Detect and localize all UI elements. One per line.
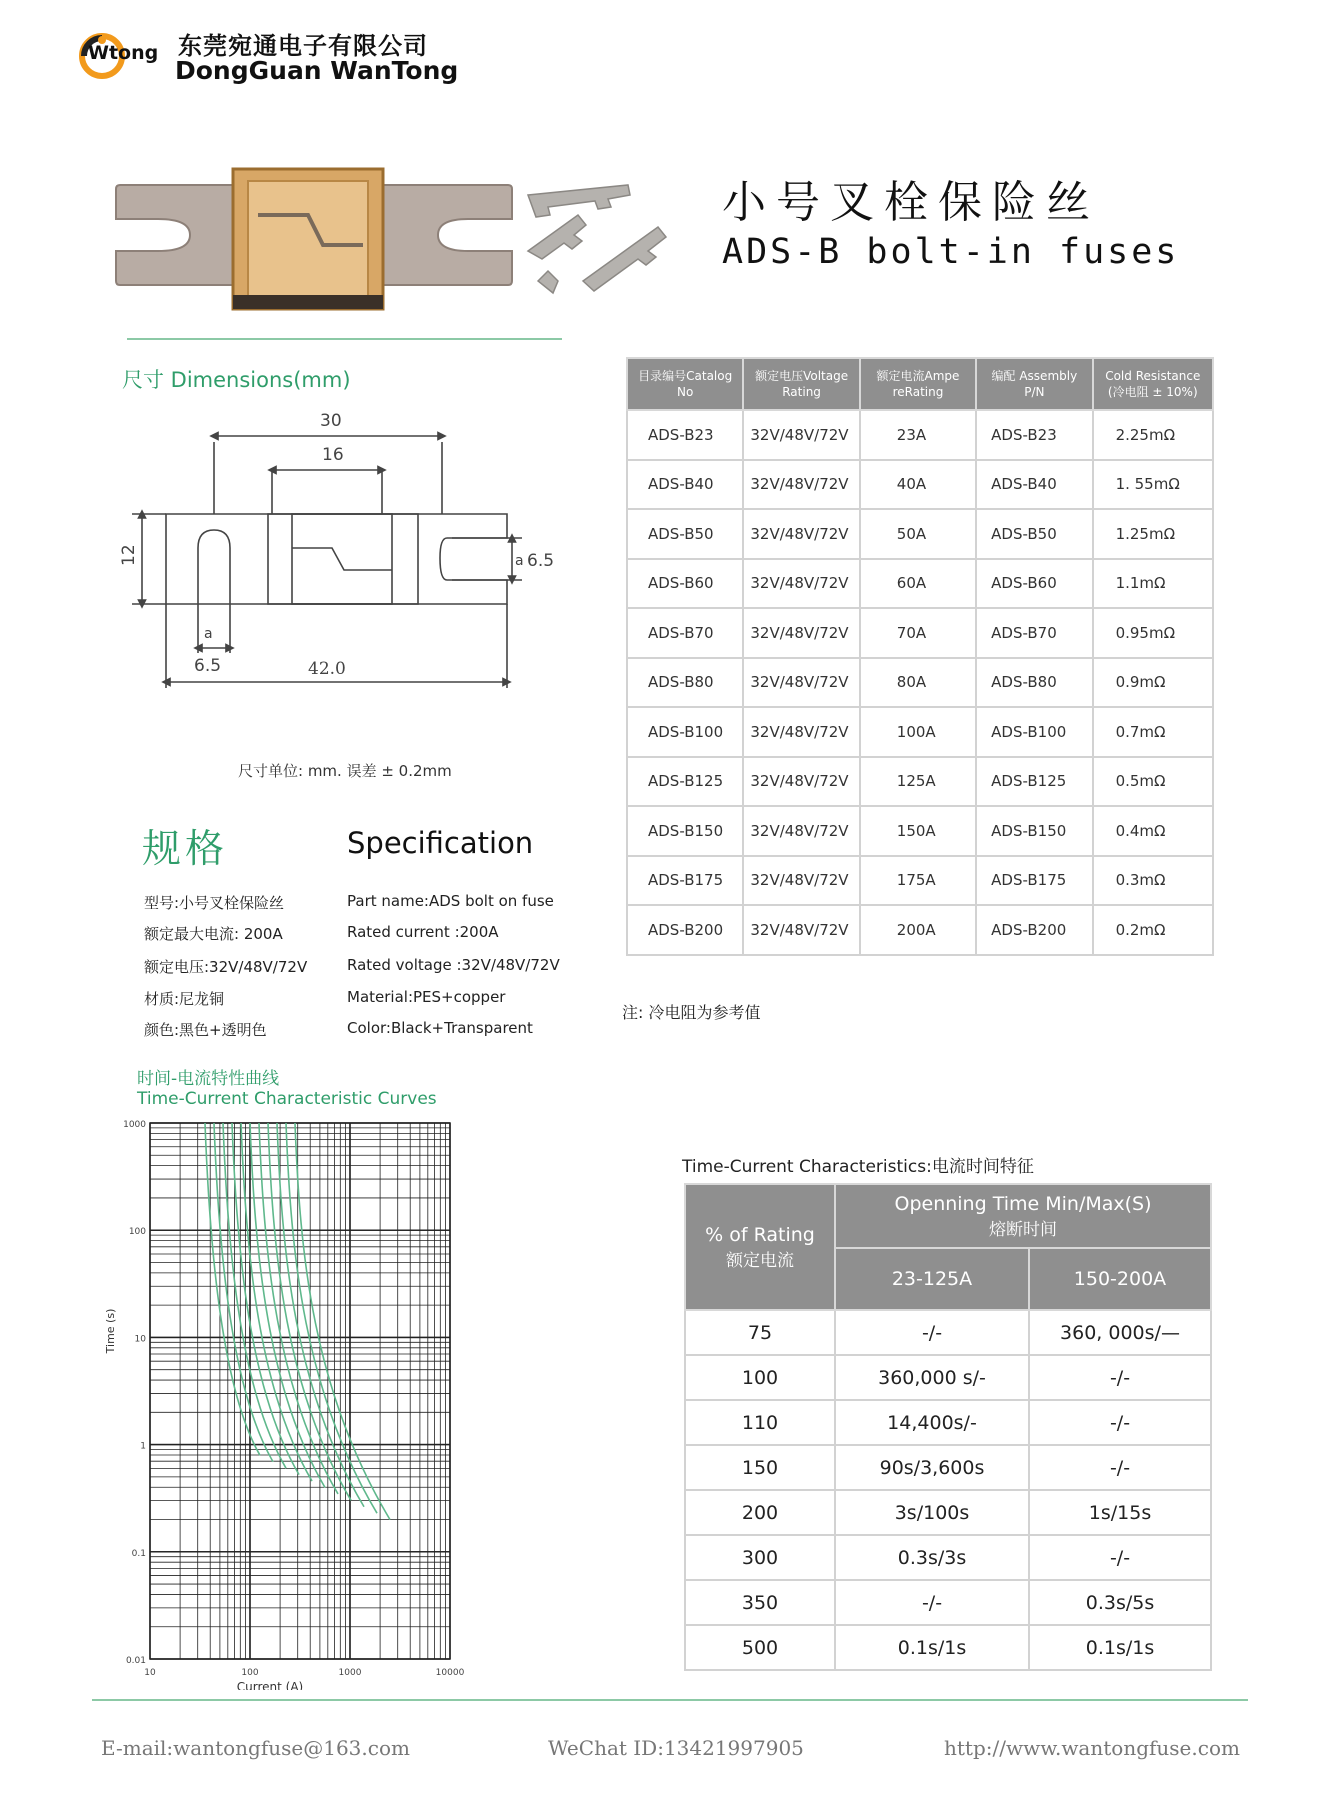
assembly-cell: ADS-B60 [976, 559, 1092, 609]
resistance-cell: 0.9mΩ [1093, 658, 1213, 708]
tc-col-a-cell: 90s/3,600s [835, 1445, 1029, 1490]
catalog-header-catalog-no: 目录编号Catalog No [627, 358, 743, 410]
tc-rating-cell: 350 [685, 1580, 835, 1625]
x-tick-label: 100 [241, 1668, 259, 1678]
spec-line-cn: 型号:小号叉栓保险丝 [144, 894, 285, 912]
voltage-cell: 32V/48V/72V [743, 509, 859, 559]
footer-divider [92, 1699, 1248, 1701]
product-title-en: ADS-B bolt-in fuses [722, 232, 1180, 272]
catalog-table [626, 357, 1214, 956]
spec-line-en: Part name:ADS bolt on fuse [347, 892, 554, 910]
tc-header-col-a: 23-125A [835, 1248, 1029, 1310]
tc-row [685, 1310, 1211, 1355]
time-current-table [684, 1183, 1212, 1671]
catalog-no-cell: ADS-B100 [627, 707, 743, 757]
assembly-cell: ADS-B200 [976, 905, 1092, 955]
catalog-row [627, 905, 1213, 955]
catalog-header-row [627, 358, 1213, 410]
assembly-cell: ADS-B50 [976, 509, 1092, 559]
tc-rating-cell: 110 [685, 1400, 835, 1445]
x-axis-label: Current (A) [236, 1680, 304, 1690]
ampere-cell: 80A [860, 658, 976, 708]
catalog-row [627, 410, 1213, 460]
footer-website: http://www.wantongfuse.com [944, 1736, 1240, 1760]
tc-rating-cell: 100 [685, 1355, 835, 1400]
section-divider [127, 338, 562, 340]
voltage-cell: 32V/48V/72V [743, 707, 859, 757]
tc-header-opening-time: Openning Time Min/Max(S) 熔断时间 [835, 1184, 1211, 1248]
spec-title-en: Specification [347, 826, 534, 860]
dim-label-16: 16 [322, 445, 344, 465]
voltage-cell: 32V/48V/72V [743, 559, 859, 609]
catalog-row [627, 658, 1213, 708]
tc-col-b-cell: -/- [1029, 1445, 1211, 1490]
spec-line-en: Rated current :200A [347, 923, 499, 941]
ampere-cell: 50A [860, 509, 976, 559]
tc-col-b-cell: 0.3s/5s [1029, 1580, 1211, 1625]
assembly-cell: ADS-B80 [976, 658, 1092, 708]
tc-col-a-cell: 360,000 s/- [835, 1355, 1029, 1400]
resistance-cell: 0.7mΩ [1093, 707, 1213, 757]
assembly-cell: ADS-B23 [976, 410, 1092, 460]
y-tick-label: 1 [140, 1441, 146, 1452]
catalog-no-cell: ADS-B150 [627, 806, 743, 856]
tc-header-col-b: 150-200A [1029, 1248, 1211, 1310]
voltage-cell: 32V/48V/72V [743, 608, 859, 658]
dim-label-12: 12 [119, 544, 139, 566]
tc-col-b-cell: -/- [1029, 1400, 1211, 1445]
catalog-no-cell: ADS-B60 [627, 559, 743, 609]
catalog-row [627, 608, 1213, 658]
tc-col-a-cell: 3s/100s [835, 1490, 1029, 1535]
curve-title [137, 1069, 437, 1109]
tc-col-a-cell: -/- [835, 1310, 1029, 1355]
tc-rating-cell: 500 [685, 1625, 835, 1670]
ampere-cell: 60A [860, 559, 976, 609]
catalog-header-ampere: 额定电流Ampe reRating [860, 358, 976, 410]
tc-col-a-cell: 0.3s/3s [835, 1535, 1029, 1580]
resistance-cell: 0.4mΩ [1093, 806, 1213, 856]
tc-row [685, 1445, 1211, 1490]
x-tick-label: 10000 [435, 1668, 465, 1678]
catalog-header-cold-resistance: Cold Resistance (冷电阻 ± 10%) [1093, 358, 1213, 410]
ampere-cell: 23A [860, 410, 976, 460]
ampere-cell: 100A [860, 707, 976, 757]
resistance-cell: 1.25mΩ [1093, 509, 1213, 559]
dim-label-a-left: a [204, 626, 213, 642]
dim-label-42: 42.0 [308, 659, 346, 679]
catalog-no-cell: ADS-B40 [627, 460, 743, 510]
dim-label-a-right: a [515, 553, 524, 569]
company-logo [76, 28, 168, 84]
resistance-cell: 0.3mΩ [1093, 856, 1213, 906]
resistance-cell: 0.95mΩ [1093, 608, 1213, 658]
y-tick-label: 1000 [123, 1120, 146, 1130]
catalog-no-cell: ADS-B200 [627, 905, 743, 955]
catalog-no-cell: ADS-B80 [627, 658, 743, 708]
catalog-row [627, 707, 1213, 757]
tc-row [685, 1535, 1211, 1580]
catalog-no-cell: ADS-B23 [627, 410, 743, 460]
assembly-cell: ADS-B70 [976, 608, 1092, 658]
resistance-cell: 1.1mΩ [1093, 559, 1213, 609]
ampere-cell: 70A [860, 608, 976, 658]
curve-title-cn: 时间-电流特性曲线 [137, 1069, 280, 1089]
footer-wechat: WeChat ID:13421997905 [548, 1736, 804, 1760]
fuse-product-image [108, 155, 708, 319]
footer-email: E-mail:wantongfuse@163.com [101, 1736, 410, 1760]
x-tick-label: 1000 [338, 1668, 362, 1678]
dim-label-65-left: 6.5 [194, 656, 222, 676]
voltage-cell: 32V/48V/72V [743, 460, 859, 510]
spec-line-cn: 颜色:黑色+透明色 [144, 1021, 267, 1039]
y-tick-label: 100 [128, 1227, 146, 1238]
y-tick-label: 0.1 [131, 1548, 146, 1559]
catalog-note: 注: 冷电阻为参考值 [622, 1003, 761, 1022]
catalog-row [627, 460, 1213, 510]
voltage-cell: 32V/48V/72V [743, 757, 859, 807]
assembly-cell: ADS-B150 [976, 806, 1092, 856]
tc-row [685, 1580, 1211, 1625]
catalog-row [627, 757, 1213, 807]
voltage-cell: 32V/48V/72V [743, 806, 859, 856]
assembly-cell: ADS-B125 [976, 757, 1092, 807]
x-tick-label: 10 [144, 1668, 156, 1678]
spec-title-cn: 规格 [142, 827, 229, 872]
tc-col-b-cell: -/- [1029, 1535, 1211, 1580]
tc-col-b-cell: 1s/15s [1029, 1490, 1211, 1535]
tc-rating-cell: 300 [685, 1535, 835, 1580]
ampere-cell: 150A [860, 806, 976, 856]
catalog-row [627, 806, 1213, 856]
spec-line-cn: 材质:尼龙铜 [144, 990, 225, 1008]
resistance-cell: 1. 55mΩ [1093, 460, 1213, 510]
logo-text: Wtong [88, 42, 159, 64]
ampere-cell: 125A [860, 757, 976, 807]
tc-col-b-cell: 360, 000s/— [1029, 1310, 1211, 1355]
resistance-cell: 0.2mΩ [1093, 905, 1213, 955]
dim-label-65-right: 6.5 [527, 551, 555, 571]
tc-header-rating: % of Rating 额定电流 [685, 1184, 835, 1310]
voltage-cell: 32V/48V/72V [743, 856, 859, 906]
tc-row [685, 1400, 1211, 1445]
voltage-cell: 32V/48V/72V [743, 410, 859, 460]
tc-col-a-cell: 0.1s/1s [835, 1625, 1029, 1670]
assembly-cell: ADS-B175 [976, 856, 1092, 906]
voltage-cell: 32V/48V/72V [743, 905, 859, 955]
tc-rating-cell: 75 [685, 1310, 835, 1355]
catalog-no-cell: ADS-B70 [627, 608, 743, 658]
ampere-cell: 40A [860, 460, 976, 510]
ampere-cell: 175A [860, 856, 976, 906]
company-name-en: DongGuan WanTong [175, 56, 459, 85]
spec-line-en: Rated voltage :32V/48V/72V [347, 956, 560, 974]
company-name-cn: 东莞宛通电子有限公司 [178, 32, 428, 60]
catalog-row [627, 559, 1213, 609]
tc-header-row [685, 1184, 1211, 1248]
catalog-no-cell: ADS-B50 [627, 509, 743, 559]
y-axis-label: Time (s) [104, 1308, 117, 1354]
y-tick-label: 10 [134, 1334, 146, 1345]
tc-row [685, 1625, 1211, 1670]
assembly-cell: ADS-B40 [976, 460, 1092, 510]
y-tick-label: 0.01 [125, 1656, 146, 1666]
assembly-cell: ADS-B100 [976, 707, 1092, 757]
ampere-cell: 200A [860, 905, 976, 955]
product-title-cn: 小号叉栓保险丝 [722, 177, 1100, 228]
spec-line-en: Color:Black+Transparent [347, 1019, 533, 1037]
curve-title-en: Time-Current Characteristic Curves [137, 1089, 437, 1109]
catalog-row [627, 856, 1213, 906]
dim-label-30: 30 [320, 411, 342, 431]
resistance-cell: 2.25mΩ [1093, 410, 1213, 460]
tc-table-title: Time-Current Characteristics:电流时间特征 [682, 1157, 1034, 1177]
catalog-row [627, 509, 1213, 559]
tc-row [685, 1355, 1211, 1400]
spec-line-en: Material:PES+copper [347, 988, 506, 1006]
time-current-curve-chart [100, 1115, 480, 1694]
tc-row [685, 1490, 1211, 1535]
tc-col-b-cell: -/- [1029, 1355, 1211, 1400]
catalog-no-cell: ADS-B175 [627, 856, 743, 906]
voltage-cell: 32V/48V/72V [743, 658, 859, 708]
tc-rating-cell: 150 [685, 1445, 835, 1490]
dimensions-title: 尺寸 Dimensions(mm) [122, 368, 351, 392]
catalog-header-assembly: 编配 Assembly P/N [976, 358, 1092, 410]
catalog-header-voltage: 额定电压Voltage Rating [743, 358, 859, 410]
dimensions-note: 尺寸单位: mm. 误差 ± 0.2mm [238, 762, 452, 780]
tc-rating-cell: 200 [685, 1490, 835, 1535]
catalog-no-cell: ADS-B125 [627, 757, 743, 807]
tc-col-b-cell: 0.1s/1s [1029, 1625, 1211, 1670]
spec-line-cn: 额定电压:32V/48V/72V [144, 958, 308, 976]
dimension-drawing [112, 398, 592, 712]
resistance-cell: 0.5mΩ [1093, 757, 1213, 807]
tc-col-a-cell: -/- [835, 1580, 1029, 1625]
spec-line-cn: 额定最大电流: 200A [144, 925, 283, 943]
tc-col-a-cell: 14,400s/- [835, 1400, 1029, 1445]
